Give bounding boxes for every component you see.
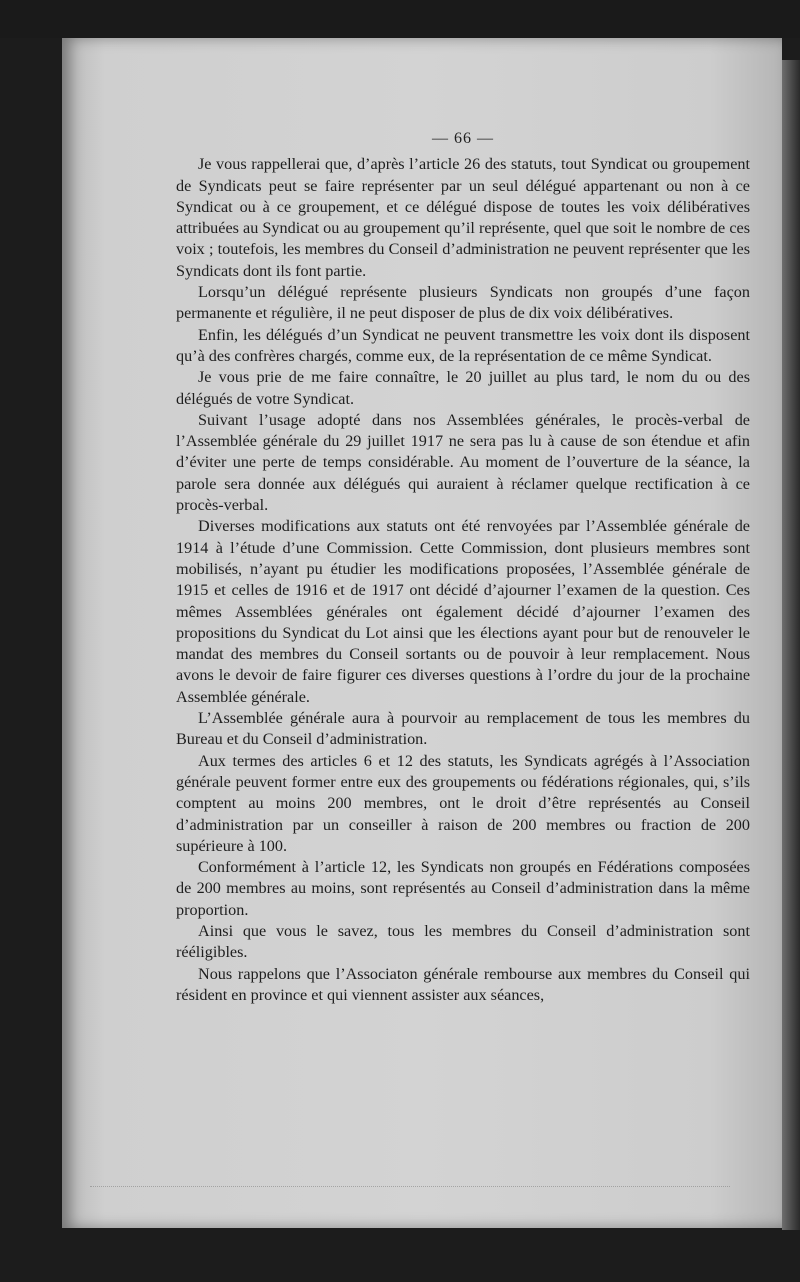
document-body bbox=[176, 128, 750, 1006]
paragraph-regional-federations: Aux termes des articles 6 et 12 des statuts, les Syndicats agrégés à l’Association générale peuvent former entre eux des groupements ou fédérations régionales, qui, s’ils comptent au moins 200 membres, ont le droit d’être représentés au Conseil d’administration par un conseiller à raison de 200 membres ou fraction de 200 supérieure à 100. bbox=[176, 751, 750, 855]
scan-top-margin bbox=[0, 0, 800, 38]
paragraph-delegate-rules: Je vous rappellerai que, d’après l’article 26 des statuts, tout Syndicat ou groupement de Syndicats peut se faire représenter par un seul délégué appartenant ou non à ce Syndicat ou à ce groupement, et ce délégué dispose de toutes les voix délibératives attribuées au Syndicat ou au groupement qu’il représente, quel que soit le nombre de ces voix ; toutefois, les membres du Conseil d’administration ne peuvent représenter que les Syndicats dont ils font partie. bbox=[176, 155, 750, 280]
paragraph-reeligibility: Ainsi que vous le savez, tous les membres du Conseil d’administration sont rééligibles. bbox=[176, 921, 750, 962]
paragraph-multiple-syndicates: Lorsqu’un délégué représente plusieurs Syndicats non groupés d’une façon permanente et régulière, il ne peut disposer de plus de dix voix délibératives. bbox=[176, 283, 750, 323]
paragraph-proces-verbal: Suivant l’usage adopté dans nos Assemblées générales, le procès-verbal de l’Assemblée générale du 29 juillet 1917 ne sera pas lu à cause de son étendue et afin d’éviter une perte de temps considérable. Au moment de l’ouverture de la séance, la parole sera donnée aux délégués qui auraient à réclamer quelque rectification à ce procès-verbal. bbox=[176, 410, 750, 515]
scan-artifact-dots bbox=[90, 1186, 730, 1189]
paragraph-deadline: Je vous prie de me faire connaître, le 20 juillet au plus tard, le nom du ou des délégués de votre Syndicat. bbox=[176, 368, 750, 408]
page-binding-edge bbox=[782, 60, 800, 1230]
paragraph-vote-transfer: Enfin, les délégués d’un Syndicat ne peuvent transmettre les voix dont ils disposent qu’à des confrères chargés, comme eux, de la représentation de ce même Syndicat. bbox=[176, 325, 750, 365]
paragraph-article-12: Conformément à l’article 12, les Syndicats non groupés en Fédérations composées de 200 membres au moins, sont représentés au Conseil d’administration dans la même proportion. bbox=[176, 858, 750, 919]
paragraph-statute-modifications: Diverses modifications aux statuts ont été renvoyées par l’Assemblée générale de 1914 à l’étude d’une Commission. Cette Commission, dont plusieurs membres sont mobilisés, n’ayant pu étudier les modifications proposées, l’Assemblée générale de 1915 et celles de 1916 et de 1917 ont décidé d’ajourner l’examen de la question. Ces mêmes Assemblées générales ont également décidé d’ajourner l’examen des propositions du Syndicat du Lot ainsi que les élections ayant pour but de renouveler le mandat des membres du Conseil sortants ou de pouvoir à leur remplacement. Nous avons le devoir de faire figurer ces diverses questions à l’ordre du jour de la prochaine Assemblée générale. bbox=[176, 517, 750, 706]
paragraph-reimbursement: Nous rappelons que l’Associaton générale rembourse aux membres du Conseil qui résident en province et qui viennent assister aux séances, bbox=[176, 964, 750, 1004]
page-number: — 66 — bbox=[432, 130, 494, 147]
paragraph-bureau-replacement: L’Assemblée générale aura à pourvoir au remplacement de tous les membres du Bureau et du Conseil d’administration. bbox=[176, 709, 750, 749]
